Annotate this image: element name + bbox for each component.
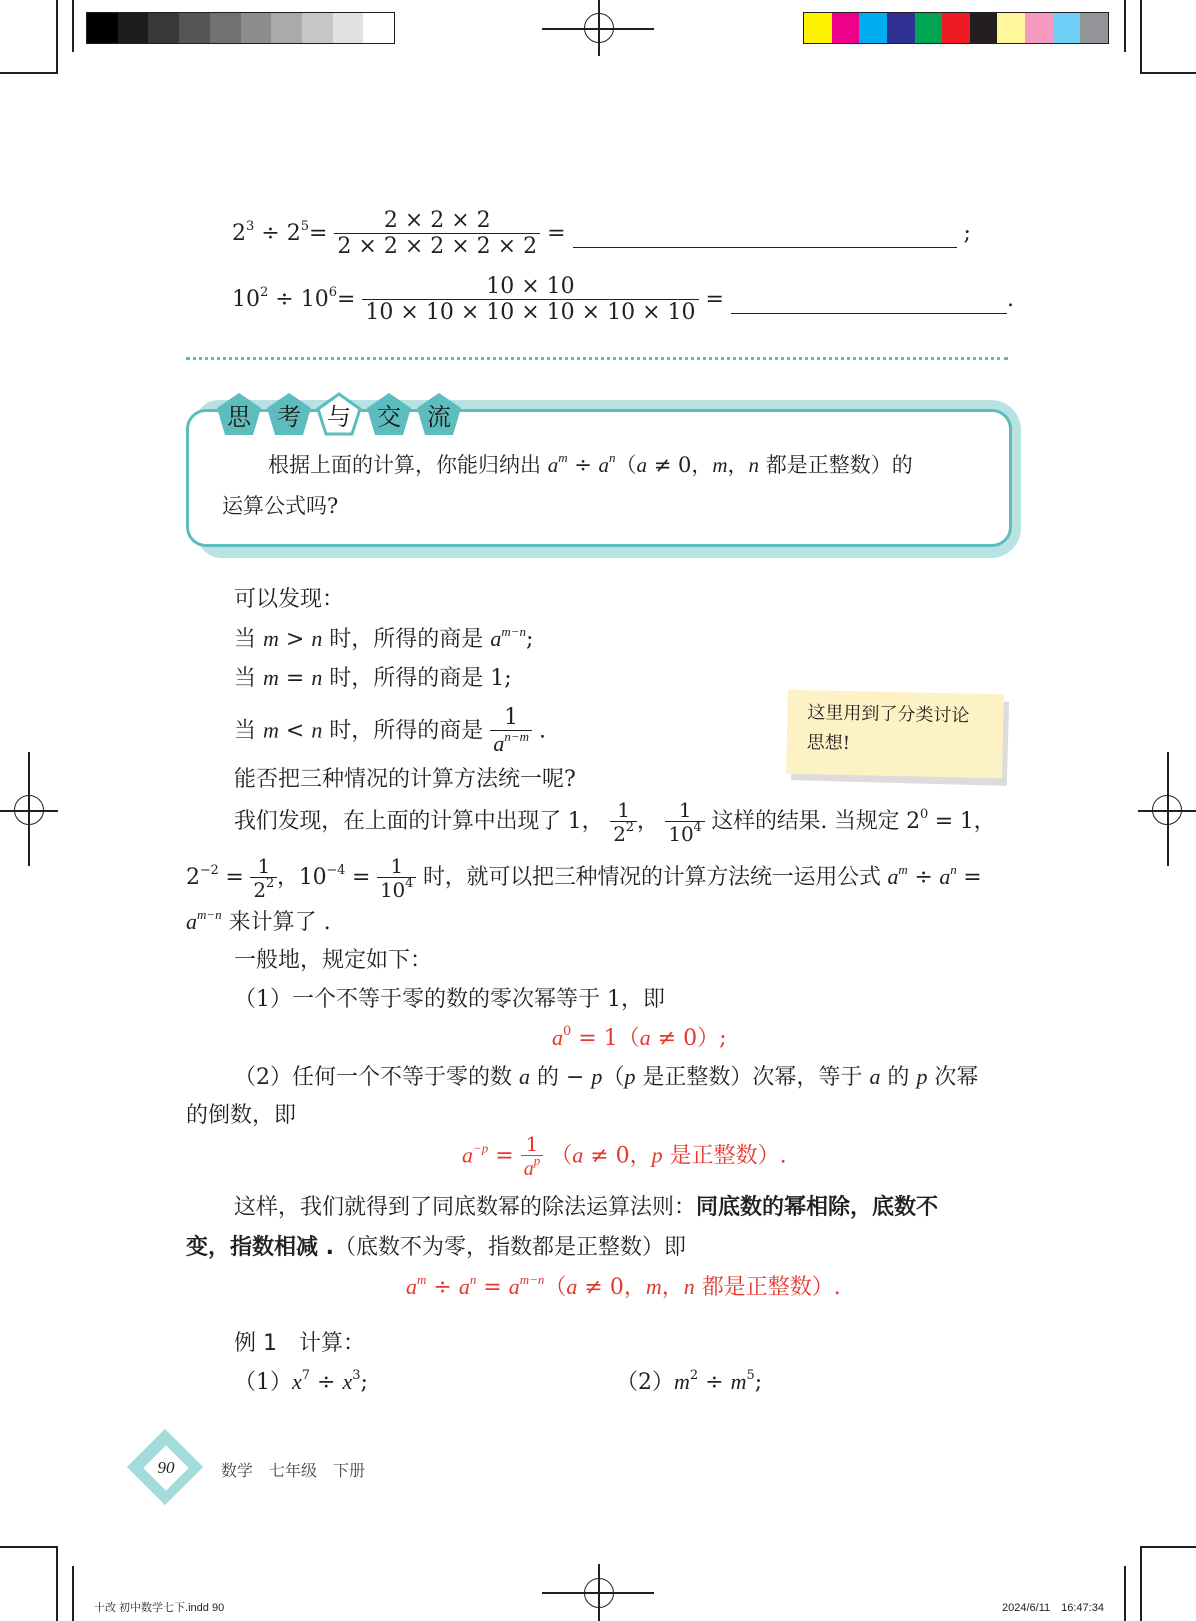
color-swatch <box>942 13 970 43</box>
gray-swatch <box>87 13 118 43</box>
gray-swatch <box>271 13 302 43</box>
equation-2-power: $2^3 \div 2^5=$ $\frac{2 \times 2 \times 2}{2 \times 2 \times 2 \times 2 \times 2}$ = ; <box>232 208 971 259</box>
crop-mark <box>72 1566 74 1621</box>
fraction: $\frac{1}{2^2}$ <box>610 800 637 844</box>
crop-mark <box>1140 1546 1196 1548</box>
gray-swatch <box>179 13 210 43</box>
think-discuss-title <box>216 392 476 438</box>
color-swatch <box>970 13 998 43</box>
crop-mark <box>1140 0 1142 74</box>
fraction: $\frac{1}{a^{n-m}}$ <box>490 707 532 756</box>
fraction: $\frac{1}{10^4}$ <box>377 856 416 900</box>
fraction: $\frac{10 \times 10}{10 \times 10 \times 10 \times 10 \times 10 \times 10}$ <box>362 276 698 324</box>
rule-1-formula: $a^0 = 1(a \ne 0)$; <box>552 1024 727 1051</box>
color-swatch <box>997 13 1025 43</box>
fraction: $\frac{1}{a^p}$ <box>521 1134 544 1179</box>
general-rule-intro: 一般地，规定如下： <box>234 948 433 973</box>
rule-1: （1）一个不等于零的数的零次幂等于 1，即 <box>234 987 665 1012</box>
crop-mark <box>0 72 58 74</box>
title-char-tile: 考 <box>266 392 312 436</box>
title-char-tile: 与 <box>316 392 362 436</box>
law-text: 这样，我们就得到了同底数幂的除法运算法则：同底数的幂相除，底数不 <box>234 1195 939 1220</box>
case-m-greater-n: 当 m > n 时，所得的商是 $a^{m-n}$; <box>234 624 534 652</box>
gray-swatch <box>118 13 149 43</box>
rule-2-line2: 的倒数，即 <box>186 1103 297 1128</box>
registration-mark-line <box>28 752 30 866</box>
sticky-note <box>786 690 1004 779</box>
registration-mark-line <box>598 1564 600 1621</box>
crop-mark <box>56 0 58 74</box>
crop-mark <box>1140 72 1196 74</box>
grayscale-bar <box>86 12 395 44</box>
crop-mark <box>1140 1546 1142 1621</box>
registration-mark-line <box>1167 752 1169 866</box>
page-number: 90 <box>157 1458 175 1477</box>
color-swatch <box>804 13 832 43</box>
color-swatch <box>1025 13 1053 43</box>
sticky-note-line: 这里用到了分类讨论 <box>807 702 970 727</box>
registration-mark-line <box>598 0 600 56</box>
gray-swatch <box>363 13 394 43</box>
dotted-divider <box>186 357 1008 360</box>
paragraph-line-2: $2^{-2}$ = $\frac{1}{2^2}$ ，$10^{-4}$ = $\frac{1}{10^4}$ 时，就可以把三种情况的计算方法统一运用公式 $a^m \div a^n$ = <box>186 854 982 902</box>
print-file-info: 十改 初中数学七下.indd 90 <box>94 1602 225 1614</box>
case-m-equals-n: 当 m = n 时，所得的商是 1; <box>234 665 512 691</box>
crop-mark <box>1124 1566 1126 1621</box>
example-item-1: $(1)x^7 \div x^3$; <box>234 1368 368 1395</box>
sticky-note-line: 思想! <box>806 732 851 755</box>
answer-blank[interactable] <box>731 295 1007 314</box>
color-swatch <box>1053 13 1081 43</box>
print-timestamp: 2024/6/11 16:47:34 <box>1002 1602 1104 1614</box>
paragraph-line-3: $a^{m-n}$ 来计算了 . <box>186 907 331 935</box>
title-char-tile: 交 <box>366 392 412 436</box>
example-item-2: $(2)m^2 \div m^5$; <box>616 1368 763 1395</box>
fraction: $\frac{1}{10^4}$ <box>665 800 704 844</box>
unify-question: 能否把三种情况的计算方法统一呢? <box>234 767 576 792</box>
crop-mark <box>1124 0 1126 52</box>
case-m-less-n: 当 m < n 时，所得的商是 $\frac{1}{a^{n-m}}$ . <box>234 705 546 756</box>
crop-mark <box>56 1546 58 1621</box>
paragraph-line-1: 我们发现，在上面的计算中出现了 1， $\frac{1}{2^2}$ ， $\frac{1}{10^4}$ 这样的结果. 当规定 $2^0 = 1$， <box>234 798 996 846</box>
fraction: $\frac{1}{2^2}$ <box>250 856 277 900</box>
gray-swatch <box>210 13 241 43</box>
example-heading: 例 1 计算： <box>234 1331 366 1356</box>
fraction: $\frac{2 \times 2 \times 2}{2 \times 2 \times 2 \times 2 \times 2}$ <box>334 210 540 258</box>
color-swatch <box>915 13 943 43</box>
color-bar <box>803 12 1109 44</box>
think-question-line2: 运算公式吗? <box>222 494 339 518</box>
gray-swatch <box>302 13 333 43</box>
book-title: 数学 七年级 下册 <box>221 1461 366 1480</box>
gray-swatch <box>333 13 364 43</box>
color-swatch <box>1080 13 1108 43</box>
discover-text: 可以发现： <box>234 587 345 612</box>
equation-10-power: $10^2 \div 10^6=$ $\frac{10 \times 10}{10 \times 10 \times 10 \times 10 \times 10 \times 10}$ = . <box>232 274 1014 325</box>
rule-2: （2）任何一个不等于零的数 a 的 − p（p 是正整数）次幂，等于 a 的 p 次幂 <box>234 1064 979 1090</box>
crop-mark <box>0 1546 58 1548</box>
think-question: 根据上面的计算，你能归纳出 $a^m \div a^n(a \ne 0$，m，n 都是正整数）的 <box>268 450 913 477</box>
law-text-line2: 变，指数相减 .（底数不为零，指数都是正整数）即 <box>186 1235 687 1260</box>
gray-swatch <box>241 13 272 43</box>
color-swatch <box>859 13 887 43</box>
title-char-tile: 流 <box>416 392 462 436</box>
example-label: 例 1 <box>234 1331 277 1356</box>
gray-swatch <box>148 13 179 43</box>
law-formula: $a^m \div a^n = a^{m-n}(a \ne 0$，m，n 都是正整数）. <box>406 1272 841 1300</box>
answer-blank[interactable] <box>573 229 957 248</box>
color-swatch <box>887 13 915 43</box>
title-char-tile: 思 <box>216 392 262 436</box>
rule-2-formula: $a^{-p}$ = $\frac{1}{a^p}$ （a ≠ 0，p 是正整数）. <box>462 1132 787 1180</box>
crop-mark <box>72 0 74 52</box>
color-swatch <box>832 13 860 43</box>
